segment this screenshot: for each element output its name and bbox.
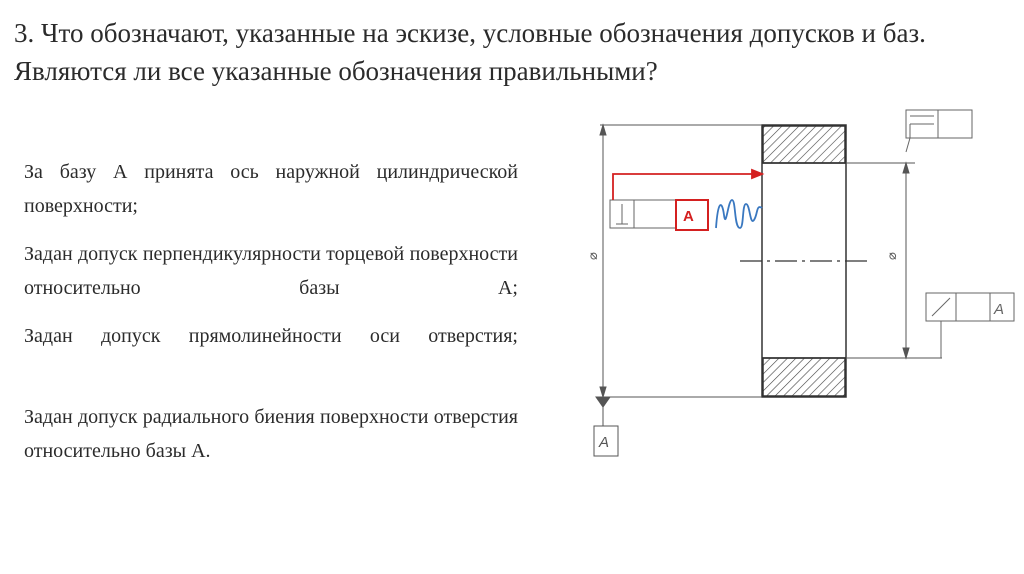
hatch-top [763,126,845,163]
answer-3: Задан допуск прямолинейности оси отверстия; [24,325,518,347]
answer-1: За базу А принята ось наружной цилиндрической поверхности; [24,161,518,217]
datum-letter-bottom: A [599,434,610,451]
red-datum-letter: A [683,208,694,225]
slide-title: 3. Что обозначают, указанные на эскизе, условные обозначения допусков и баз. Являются ли все указанные обозначения правильными? [14,18,926,86]
tolerance-frame-top [906,110,972,152]
blue-squiggle [716,200,762,228]
answer-2: Задан допуск перпендикулярности торцевой поверхности относительно базы А; [24,243,518,299]
hatch-bottom [763,358,845,396]
diameter-symbol-outer: ⌀ [585,252,600,260]
technical-sketch [570,100,1005,480]
answer-4: Задан допуск радиального биения поверхности отверстия относительно базы А. [24,406,518,462]
red-leader-arrow [613,170,762,200]
tolerance-frame-left [610,200,678,228]
runout-datum-letter: A [994,301,1005,318]
outer-dimension [600,125,762,397]
diameter-symbol-inner: ⌀ [884,252,899,260]
